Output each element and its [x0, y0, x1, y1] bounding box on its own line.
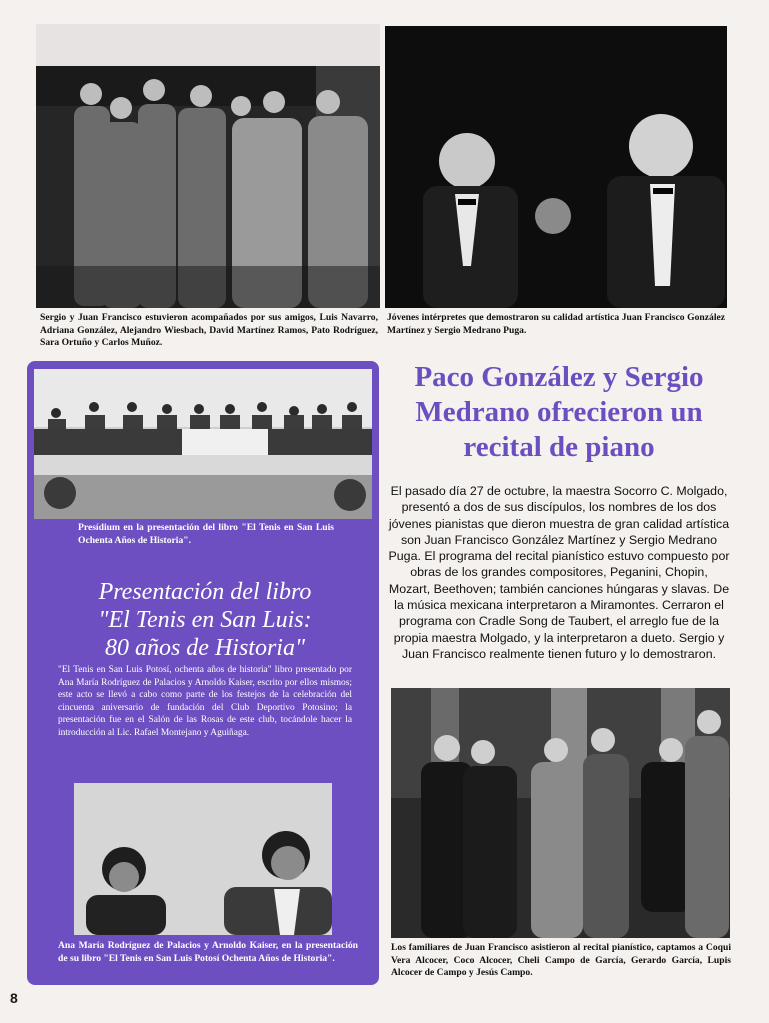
blank-photo-margin: [36, 24, 380, 66]
presidium-photo: [34, 369, 372, 519]
authors-photo: [74, 783, 332, 935]
headline-line: Paco González y Sergio: [414, 361, 704, 393]
book-section-title: [50, 578, 360, 662]
page-number: 8: [10, 990, 18, 1006]
family-caption: Los familiares de Juan Francisco asistieron al recital pianístico, captamos a Coqui Vera Alcocer, Coco Alcocer, Cheli Campo de García, Gerardo García, Lupis Alcocer de Campo y Jesús Campo.: [391, 942, 731, 979]
young-performers-photo: [385, 26, 727, 308]
friends-group-photo: [36, 66, 380, 308]
family-photo: [391, 688, 730, 938]
book-section-body: "El Tenis en San Luis Potosí, ochenta años de historia" libro presentado por Ana María Rodríguez de Palacios y Arnoldo Kaiser, escrito por ellos mismos; este acto se llevó a cabo como parte de los festejos de la celebración del cincuenta aniversario de fundación del Club Deportivo Potosino; la presentación fue en el Salón de las Rosas de este club, tocándole hacer la introducción al Lic. Rafael Montejano y Aguiñaga.: [58, 665, 352, 738]
friends-group-caption: Sergio y Juan Francisco estuvieron acompañados por sus amigos, Luis Navarro, Adriana González, Alejandro Wiesbach, David Martínez Ramos, Pato Rodríguez, Sara Ortuño y Carlos Muñoz.: [40, 312, 378, 349]
article-body: El pasado día 27 de octubre, la maestra Socorro C. Molgado, presentó a dos de sus discípulos, los nombres de los dos jóvenes pianistas que dieron muestra de gran calidad artística son Juan Francisco González Martínez y Sergio Medrano Puga. El programa del recital pianístico estuvo compuesto por obras de los grandes compositores, Peganini, Chopin, Mozart, Beethoven; también canciones húngaras y slavas. De la música mexicana interpretaron a Miramontes. Cerraron el programa con Cradle Song de Taubert, el arreglo fue de la propia maestra Molgado, y la interpretaron a dueto. Sergio y Juan Francisco realmente tienen futuro y lo demostraron.: [388, 484, 730, 661]
young-performers-caption: Jóvenes intérpretes que demostraron su calidad artística Juan Francisco González Martínez y Sergio Medrano Puga.: [387, 312, 725, 336]
headline-line: recital de piano: [463, 431, 655, 463]
article-headline: [396, 360, 722, 465]
headline-line: Medrano ofrecieron un: [415, 396, 703, 428]
presidium-caption: Presídium en la presentación del libro "El Tenis en San Luis Ochenta Años de Historia".: [78, 522, 334, 546]
book-title-line: "El Tenis en San Luis:: [98, 607, 312, 633]
book-title-line: 80 años de Historia": [104, 635, 306, 661]
authors-caption: Ana María Rodríguez de Palacios y Arnoldo Kaiser, en la presentación de su libro "El Tenis en San Luis Potosí Ochenta Años de Historia".: [58, 940, 358, 964]
book-title-line: Presentación del libro: [98, 579, 312, 605]
